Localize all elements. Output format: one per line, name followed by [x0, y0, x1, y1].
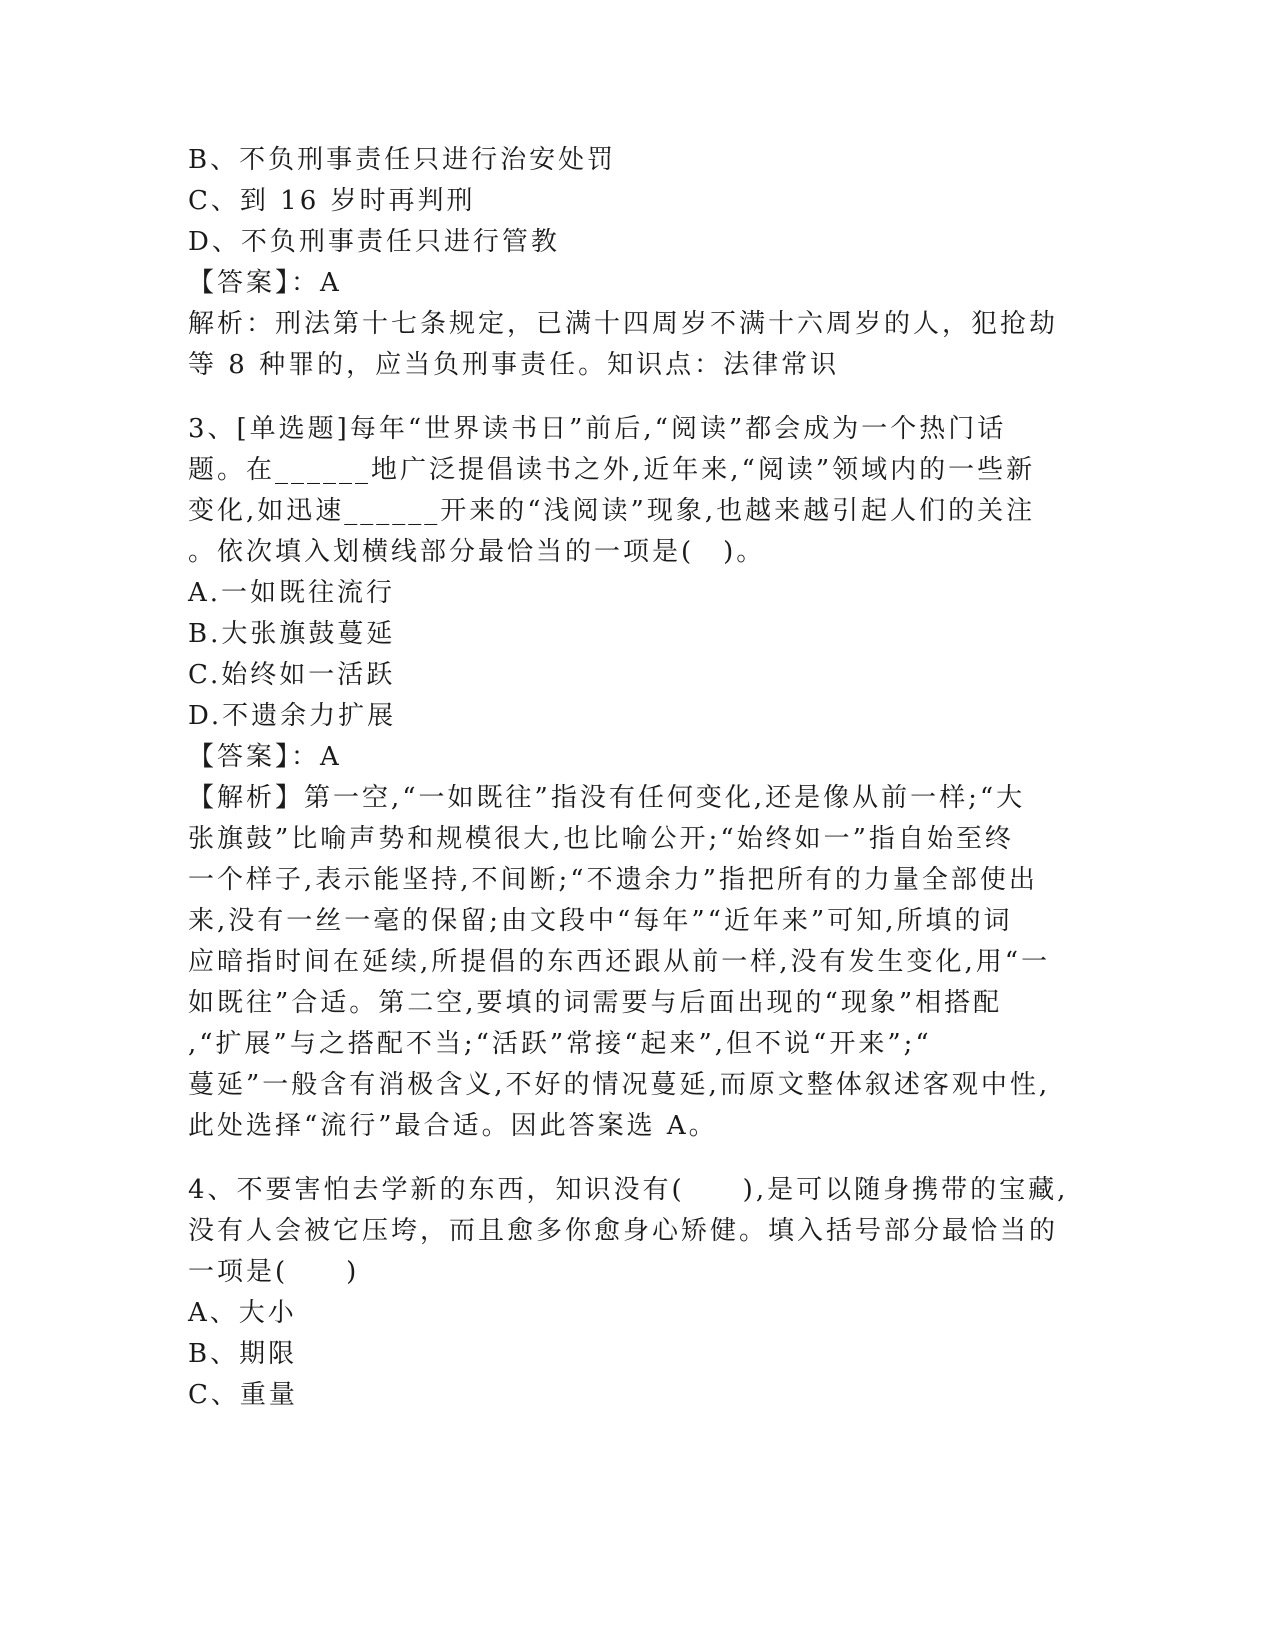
q4-option-b: B、期限 [188, 1339, 298, 1369]
q3-explanation-line: 此处选择“流行”最合适。因此答案选 A。 [188, 1111, 718, 1141]
q3-explanation-line: 来,没有一丝一毫的保留;由文段中“每年”“近年来”可知,所填的词 [188, 906, 1013, 936]
q3-answer: 【答案】：A [188, 742, 342, 772]
q3-explanation-line: 如既往”合适。第二空,要填的词需要与后面出现的“现象”相搭配 [188, 988, 1003, 1018]
q3-option-b: B.大张旗鼓蔓延 [188, 619, 396, 649]
q4-question-line: 4、不要害怕去学新的东西，知识没有( ),是可以随身携带的宝藏, [188, 1175, 1069, 1205]
q3-explanation-line: 蔓延”一般含有消极含义,不好的情况蔓延,而原文整体叙述客观中性, [188, 1070, 1051, 1100]
q4-option-a: A、大小 [188, 1298, 297, 1328]
q2-option-c: C、到 16 岁时再判刑 [188, 186, 476, 216]
q3-explanation-line: 张旗鼓”比喻声势和规模很大,也比喻公开;“始终如一”指自始至终 [188, 824, 1014, 854]
q3-question-line: 题。在______地广泛提倡读书之外,近年来,“阅读”领域内的一些新 [188, 455, 1036, 485]
q3-option-a: A.一如既往流行 [188, 578, 396, 608]
q3-question-line: 。依次填入划横线部分最恰当的一项是( )。 [188, 537, 766, 567]
q3-explanation-line: 应暗指时间在延续,所提倡的东西还跟从前一样,没有发生变化,用“一 [188, 947, 1051, 977]
q4-option-c: C、重量 [188, 1380, 298, 1410]
q2-explanation-line: 等 8 种罪的，应当负刑事责任。知识点：法律常识 [188, 350, 840, 380]
q2-explanation-line: 解析：刑法第十七条规定，已满十四周岁不满十六周岁的人，犯抢劫 [188, 309, 1059, 339]
q3-explanation-line: 一个样子,表示能坚持,不间断;“不遗余力”指把所有的力量全部使出 [188, 865, 1038, 895]
q2-answer: 【答案】：A [188, 268, 342, 298]
q4-question-line: 一项是( ) [188, 1257, 360, 1287]
q4-question-line: 没有人会被它压垮，而且愈多你愈身心矫健。填入括号部分最恰当的 [188, 1216, 1059, 1246]
q3-explanation-line: ,“扩展”与之搭配不当;“活跃”常接“起来”,但不说“开来”;“ [188, 1029, 932, 1059]
q2-option-d: D、不负刑事责任只进行管教 [188, 227, 560, 257]
q3-option-d: D.不遗余力扩展 [188, 701, 397, 731]
q3-explanation-line: 【解析】第一空,“一如既往”指没有任何变化,还是像从前一样;“大 [188, 783, 1026, 813]
q3-question-line: 3、[单选题]每年“世界读书日”前后,“阅读”都会成为一个热门话 [188, 414, 1007, 444]
q3-option-c: C.始终如一活跃 [188, 660, 396, 690]
q2-option-b: B、不负刑事责任只进行治安处罚 [188, 145, 617, 175]
q3-question-line: 变化,如迅速______开来的“浅阅读”现象,也越来越引起人们的关注 [188, 496, 1036, 526]
